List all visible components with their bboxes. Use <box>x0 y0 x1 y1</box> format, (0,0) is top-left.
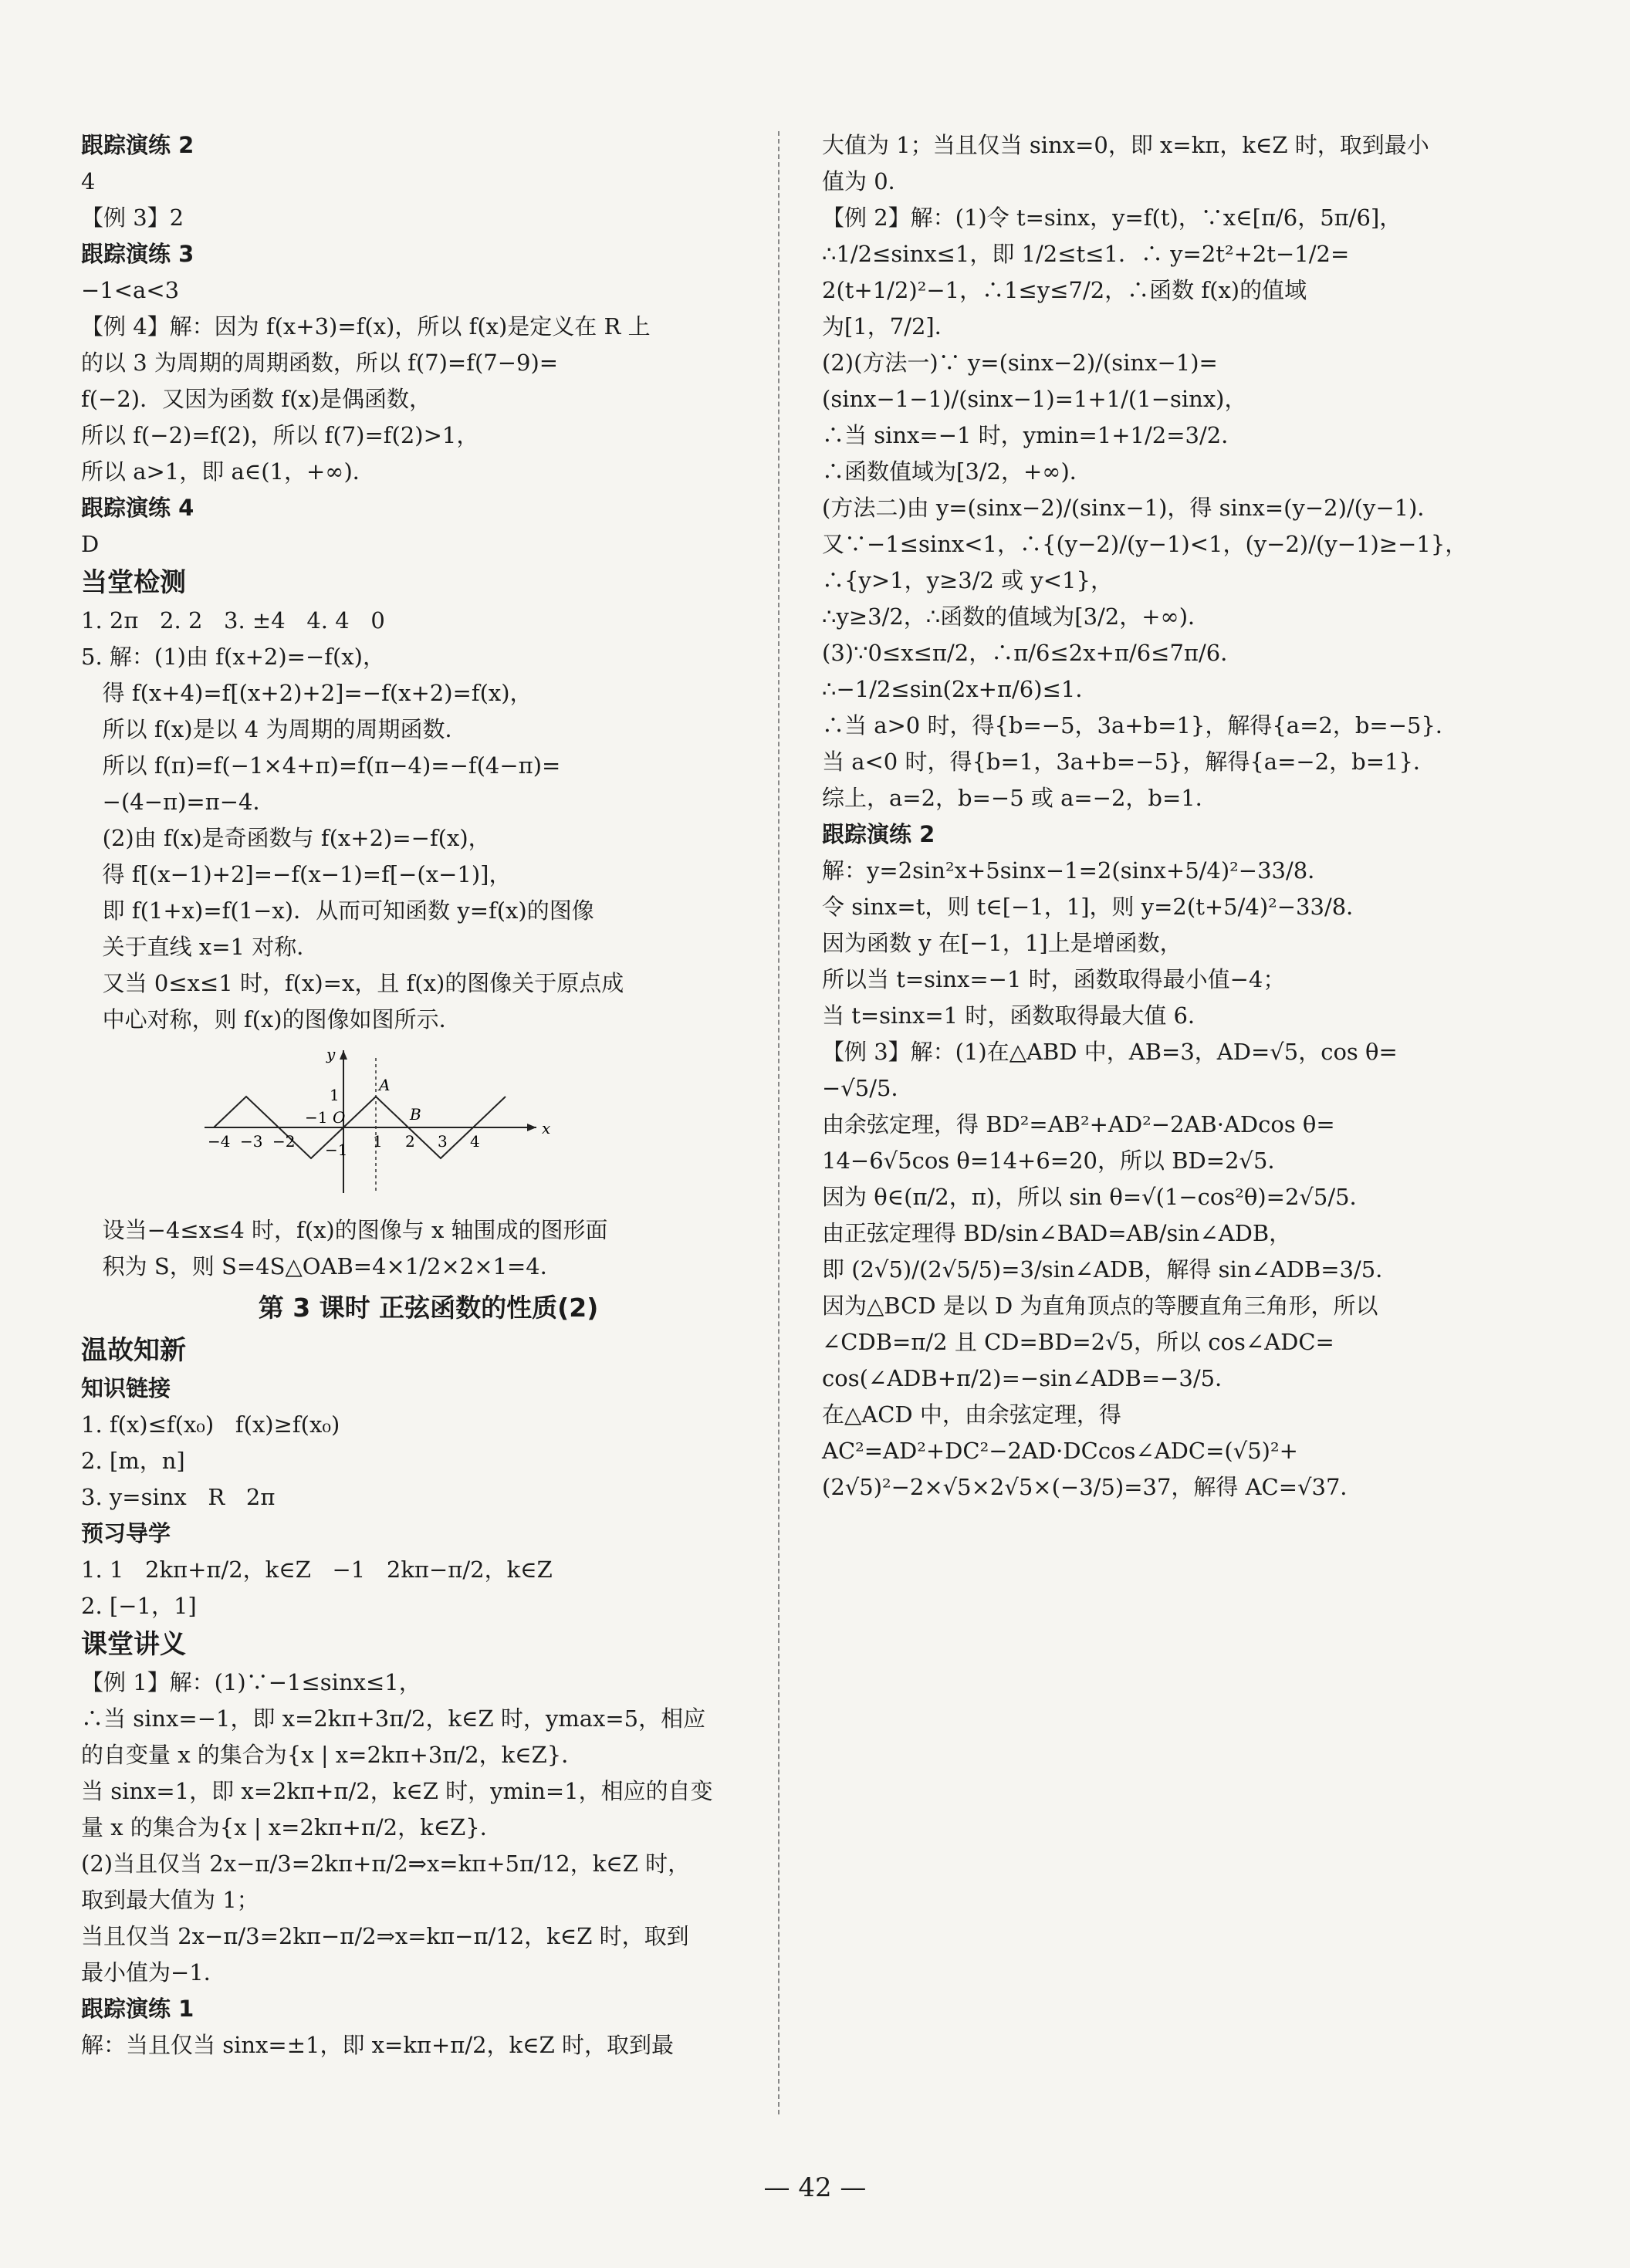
text-line: ∴当 sinx=−1 时，ymin=1+1/2=3/2． <box>822 422 1244 448</box>
text-line: −(4−π)=π−4． <box>81 789 276 815</box>
text-line: (3)∵0≤x≤π/2，∴π/6≤2x+π/6≤7π/6． <box>822 640 1243 666</box>
point-b-label: B <box>410 1105 421 1124</box>
text-line: 所以当 t=sinx=−1 时，函数取得最小值−4； <box>822 966 1286 992</box>
text-line: 2. [−1，1] <box>81 1593 197 1619</box>
text-line: ∴−1/2≤sin(2x+π/6)≤1． <box>822 676 1098 702</box>
text-line: 设当−4≤x≤4 时，f(x)的图像与 x 轴围成的图形面 <box>81 1217 608 1243</box>
origin-label: O <box>333 1108 346 1127</box>
x-tick: −3 <box>240 1132 263 1151</box>
text-line: 量 x 的集合为{x | x=2kπ+π/2，k∈Z}． <box>81 1814 502 1840</box>
function-graph <box>197 1043 552 1197</box>
text-line: 的自变量 x 的集合为{x | x=2kπ+3π/2，k∈Z}． <box>81 1742 584 1768</box>
text-line: 1. 1 2kπ+π/2，k∈Z −1 2kπ−π/2，k∈Z <box>81 1557 553 1583</box>
text-line: ∴当 a>0 时，得{b=−5，3a+b=1}，解得{a=2，b=−5}． <box>822 712 1458 739</box>
text-line: 14−6√5cos θ=14+6=20，所以 BD=2√5． <box>822 1148 1290 1174</box>
text-line: 解：y=2sin²x+5sinx−1=2(sinx+5/4)²−33/8． <box>822 857 1331 884</box>
text-line: 3. y=sinx R 2π <box>81 1484 276 1510</box>
text-line: 最小值为−1． <box>81 1959 226 1986</box>
text-line: 又当 0≤x≤1 时，f(x)=x，且 f(x)的图像关于原点成 <box>81 970 624 996</box>
text-line: 为[1，7/2]． <box>822 313 957 340</box>
text-line: 令 sinx=t，则 t∈[−1，1]，则 y=2(t+5/4)²−33/8． <box>822 894 1369 920</box>
page-number: — 42 — <box>763 2172 867 2203</box>
x-tick: −4 <box>208 1132 231 1151</box>
subheading: 知识链接 <box>81 1375 171 1401</box>
text-line: 解：当且仅当 sinx=±1，即 x=kπ+π/2，k∈Z 时，取到最 <box>81 2032 674 2058</box>
text-line: 1. 2π 2. 2 3. ±4 4. 4 0 <box>81 607 385 634</box>
column-divider <box>778 131 779 2114</box>
text-line: 综上，a=2，b=−5 或 a=−2，b=1． <box>822 785 1218 811</box>
text-line: 1. f(x)≤f(x₀) f(x)≥f(x₀) <box>81 1411 340 1438</box>
text-line: f(−2)．又因为函数 f(x)是偶函数， <box>81 386 432 412</box>
section-heading: 课堂讲义 <box>81 1629 186 1660</box>
text-line: 因为 θ∈(π/2，π)，所以 sin θ=√(1−cos²θ)=2√5/5． <box>822 1184 1372 1210</box>
text-line: cos(∠ADB+π/2)=−sin∠ADB=−3/5． <box>822 1365 1238 1391</box>
text-line: (2)由 f(x)是奇函数与 f(x+2)=−f(x)， <box>81 825 491 851</box>
text-line: 当 t=sinx=1 时，函数取得最大值 6． <box>822 1002 1210 1029</box>
left-column <box>81 127 776 2064</box>
tick-neg1-top: −1 <box>305 1108 328 1127</box>
text-line: 即 f(1+x)=f(1−x)．从而可知函数 y=f(x)的图像 <box>81 897 594 924</box>
text-line: (2√5)²−2×√5×2√5×(−3/5)=37，解得 AC=√37． <box>822 1474 1363 1500</box>
section-heading: 温故知新 <box>81 1335 186 1366</box>
text-line: 在△ACD 中，由余弦定理，得 <box>822 1401 1121 1428</box>
text-line: 由余弦定理，得 BD²=AB²+AD²−2AB·ADcos θ= <box>822 1111 1335 1137</box>
text-line: 当且仅当 2x−π/3=2kπ−π/2⇒x=kπ−π/12，k∈Z 时，取到 <box>81 1923 689 1949</box>
text-line: ∴函数值域为[3/2，+∞)． <box>822 458 1092 485</box>
text-line: 值为 0． <box>822 168 911 194</box>
point-a-label: A <box>379 1076 391 1094</box>
text-line: 【例 3】2 <box>81 204 184 231</box>
text-line: 取到最大值为 1； <box>81 1887 259 1913</box>
text-line: 【例 3】解：(1)在△ABD 中，AB=3，AD=√5，cos θ= <box>822 1039 1398 1065</box>
y-axis-label: y <box>326 1045 336 1063</box>
subheading: 跟踪演练 4 <box>81 495 194 521</box>
text-line: 得 f(x+4)=f[(x+2)+2]=−f(x+2)=f(x)， <box>81 680 533 706</box>
text-line: AC²=AD²+DC²−2AD·DCcos∠ADC=(√5)²+ <box>822 1438 1298 1464</box>
chapter-title: 第 3 课时 正弦函数的性质(2) <box>258 1293 599 1323</box>
text-line: 积为 S，则 S=4S△OAB=4×1/2×2×1=4． <box>81 1253 563 1279</box>
text-line: 即 (2√5)/(2√5/5)=3/sin∠ADB，解得 sin∠ADB=3/5． <box>822 1256 1398 1283</box>
text-line: (方法二)由 y=(sinx−2)/(sinx−1)，得 sinx=(y−2)/(y−1)． <box>822 495 1440 521</box>
tick-neg1-bottom: −1 <box>325 1141 348 1159</box>
subheading: 跟踪演练 3 <box>81 241 194 267</box>
text-line: 所以 f(−2)=f(2)，所以 f(7)=f(2)>1， <box>81 422 479 448</box>
text-line: 又∵−1≤sinx<1，∴{(y−2)/(y−1)<1，(y−2)/(y−1)≥−1}，∴{y>1，y≥3/2 或 y<1}， <box>822 531 1468 593</box>
text-line: ∠CDB=π/2 且 CD=BD=2√5，所以 cos∠ADC= <box>822 1329 1334 1355</box>
text-line: 5. 解：(1)由 f(x+2)=−f(x)， <box>81 644 385 670</box>
text-line: 因为△BCD 是以 D 为直角顶点的等腰直角三角形，所以 <box>822 1293 1378 1319</box>
text-line: 当 sinx=1，即 x=2kπ+π/2，k∈Z 时，ymin=1，相应的自变 <box>81 1778 713 1804</box>
text-line: 【例 1】解：(1)∵−1≤sinx≤1， <box>81 1669 421 1695</box>
text-line: 2(t+1/2)²−1，∴1≤y≤7/2，∴函数 f(x)的值域 <box>822 277 1307 303</box>
text-line: (2)(方法一)∵ y=(sinx−2)/(sinx−1)=(sinx−1−1)/(sinx−1)=1+1/(1−sinx)， <box>822 350 1247 412</box>
section-heading: 当堂检测 <box>81 567 186 598</box>
text-line: 当 a<0 时，得{b=1，3a+b=−5}，解得{a=−2，b=1}． <box>822 749 1436 775</box>
right-column <box>822 127 1536 1506</box>
text-line: 大值为 1；当且仅当 sinx=0，即 x=kπ，k∈Z 时，取到最小 <box>822 132 1429 158</box>
x-tick: −2 <box>272 1132 296 1151</box>
x-tick: 4 <box>470 1132 480 1151</box>
text-line: 【例 2】解：(1)令 t=sinx，y=f(t)，∵x∈[π/6，5π/6]， <box>822 204 1402 231</box>
subheading: 预习导学 <box>81 1520 171 1546</box>
text-line: (2)当且仅当 2x−π/3=2kπ+π/2⇒x=kπ+5π/12，k∈Z 时， <box>81 1851 691 1877</box>
text-line: 的以 3 为周期的周期函数，所以 f(7)=f(7−9)= <box>81 350 559 376</box>
text-line: 关于直线 x=1 对称． <box>81 934 320 960</box>
text-line: 【例 4】解：因为 f(x+3)=f(x)，所以 f(x)是定义在 R 上 <box>81 313 651 340</box>
subheading: 跟踪演练 2 <box>822 821 935 847</box>
text-line: 4 <box>81 168 96 194</box>
x-axis-label: x <box>542 1119 551 1137</box>
x-tick: 2 <box>405 1132 415 1151</box>
text-line: 由正弦定理得 BD/sin∠BAD=AB/sin∠ADB， <box>822 1220 1292 1246</box>
text-line: ∴当 sinx=−1，即 x=2kπ+3π/2，k∈Z 时，ymax=5，相应 <box>81 1705 706 1732</box>
text-line: 所以 f(π)=f(−1×4+π)=f(π−4)=−f(4−π)= <box>81 752 561 779</box>
text-line: 所以 a>1，即 a∈(1，+∞)． <box>81 458 375 485</box>
text-line: 所以 f(x)是以 4 为周期的周期函数． <box>81 716 468 742</box>
y-tick-1: 1 <box>330 1086 340 1104</box>
text-line: −1<a<3 <box>81 277 180 303</box>
text-line: D <box>81 531 100 557</box>
text-line: ∴1/2≤sinx≤1，即 1/2≤t≤1．∴ y=2t²+2t−1/2= <box>822 241 1350 267</box>
text-line: ∴y≥3/2，∴函数的值域为[3/2，+∞)． <box>822 603 1211 630</box>
x-tick: 3 <box>438 1132 448 1151</box>
subheading: 跟踪演练 2 <box>81 132 194 158</box>
text-line: −√5/5． <box>822 1075 914 1101</box>
text-line: 2. [m，n] <box>81 1448 185 1474</box>
x-tick: 1 <box>373 1132 383 1151</box>
text-line: 得 f[(x−1)+2]=−f(x−1)=f[−(x−1)]， <box>81 861 512 887</box>
subheading: 跟踪演练 1 <box>81 1996 194 2022</box>
text-line: 中心对称，则 f(x)的图像如图所示． <box>81 1006 462 1033</box>
text-line: 因为函数 y 在[−1，1]上是增函数， <box>822 930 1182 956</box>
